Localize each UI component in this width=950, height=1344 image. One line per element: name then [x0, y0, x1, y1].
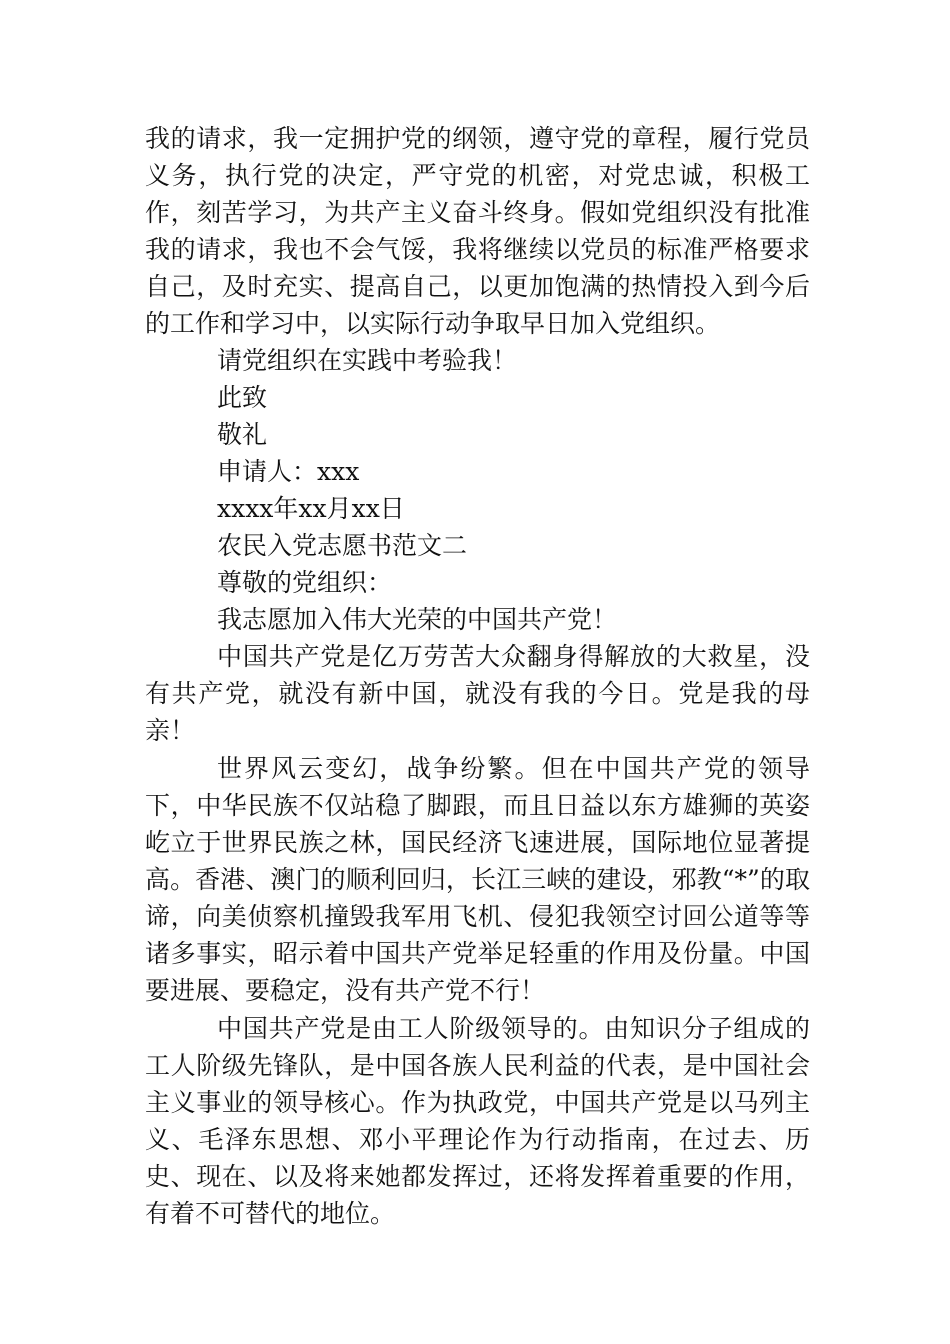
paragraph-working-class: 中国共产党是由工人阶级领导的。由知识分子组成的工人阶级先锋队，是中国各族人民利益的代表，是中国社会主义事业的领导核心。作为执政党，中国共产党是以马列主义、毛泽东思想、邓小平理论作为行动指南，在过去、历史、现在、以及将来她都发挥过，还将发挥着重要的作用，有着不可替代的地位。 — [145, 1014, 810, 1228]
paragraph-continuation: 我的请求，我一定拥护党的纲领，遵守党的章程，履行党员义务，执行党的决定，严守党的机密，对党忠诚，积极工作，刻苦学习，为共产主义奋斗终身。假如党组织没有批准我的请求，我也不会气馁，我将继续以党员的标准严格要求自己，及时充实、提高自己，以更加饱满的热情投入到今后的工作和学习中，以实际行动争取早日加入党组织。 — [145, 124, 810, 338]
greeting: 尊敬的党组织： — [217, 568, 393, 597]
closing-salutation: 此致 — [217, 383, 268, 412]
paragraph-savior: 中国共产党是亿万劳苦大众翻身得解放的大救星，没有共产党，就没有新中国，就没有我的今日。党是我的母亲！ — [145, 642, 810, 745]
paragraph-world: 世界风云变幻，战争纷繁。但在中国共产党的领导下，中华民族不仅站稳了脚跟，而且日益以东方雄狮的英姿屹立于世界民族之林，国民经济飞速进展，国际地位显著提高。香港、澳门的顺利回归，长江三峡的建设，邪教“*”的取谛，向美侦察机撞毁我军用飞机、侵犯我领空讨回公道等等诸多事实，昭示着中国共产党举足轻重的作用及份量。中国要进展、要稳定，没有共产党不行！ — [145, 754, 810, 1005]
paragraph-request-test: 请党组织在实践中考验我！ — [217, 346, 518, 375]
section-title: 农民入党志愿书范文二 — [217, 531, 468, 560]
paragraph-volunteer: 我志愿加入伟大光荣的中国共产党！ — [217, 605, 618, 634]
applicant-signature: 申请人：xxx — [217, 457, 360, 486]
date-line: xxxx年xx月xx日 — [217, 494, 405, 523]
closing-regards: 敬礼 — [217, 420, 268, 449]
document-body — [145, 120, 810, 1232]
